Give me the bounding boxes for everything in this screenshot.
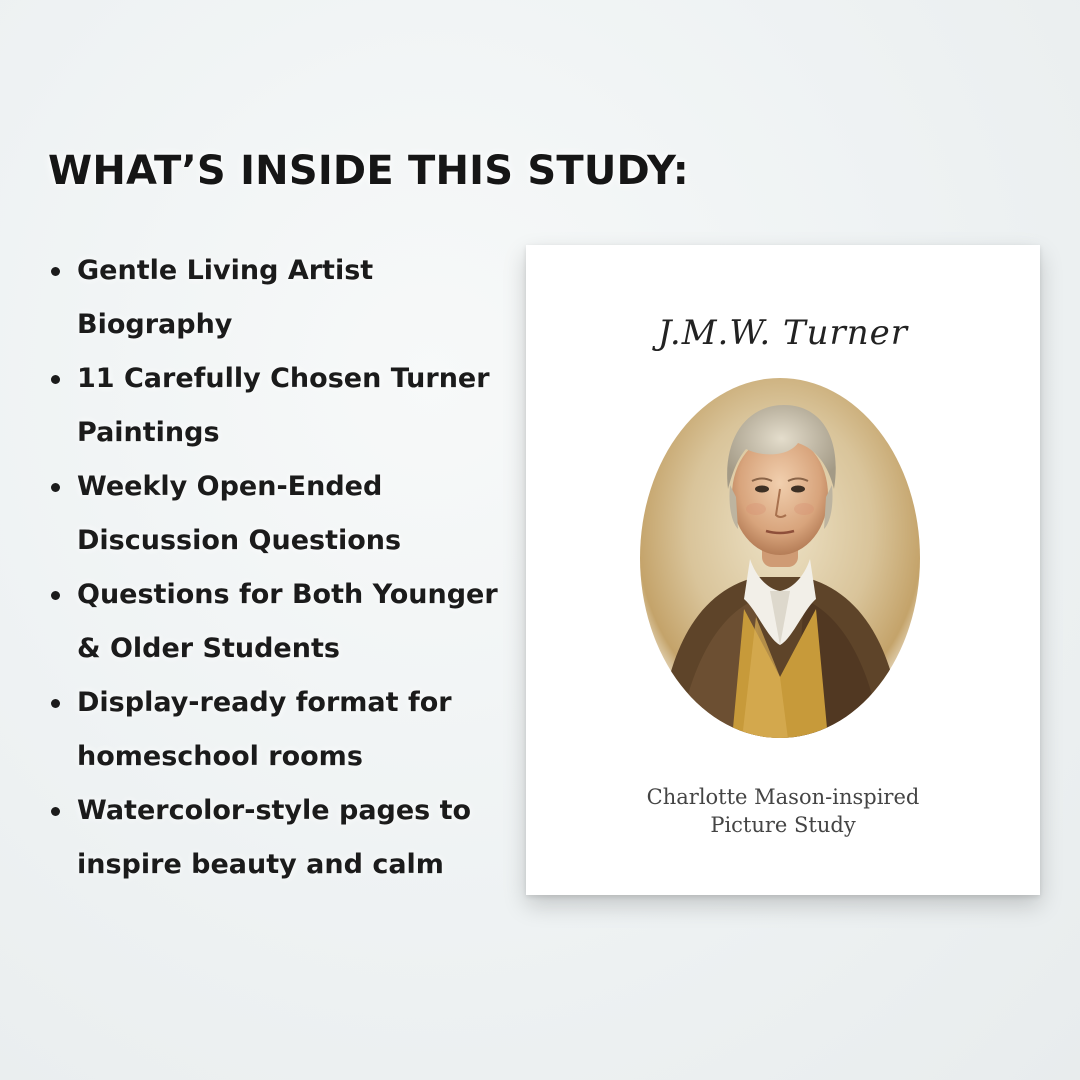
list-item [48, 784, 518, 892]
list-item [48, 352, 518, 460]
bullet-icon [51, 267, 60, 276]
bullet-icon [51, 375, 60, 384]
list-item [48, 568, 518, 676]
list-item [48, 676, 518, 784]
feature-text-line2: & Older Students [77, 633, 340, 664]
bullet-icon [51, 807, 60, 816]
feature-text-line1: Watercolor-style pages to [77, 795, 472, 826]
list-item [48, 244, 518, 352]
feature-text-line1: Questions for Both Younger [77, 579, 498, 610]
page-title: WHAT’S INSIDE THIS STUDY: [48, 148, 689, 194]
feature-text-line1: 11 Carefully Chosen Turner [77, 363, 490, 394]
feature-text-line2: Biography [77, 309, 233, 340]
feature-text-line2: Paintings [77, 417, 220, 448]
feature-text-line1: Display-ready format for [77, 687, 452, 718]
bullet-icon [51, 699, 60, 708]
feature-text-line2: homeschool rooms [77, 741, 363, 772]
bullet-icon [51, 483, 60, 492]
card-subtitle [526, 783, 1040, 839]
card-subtitle-line2: Picture Study [710, 813, 856, 837]
bullet-icon [51, 591, 60, 600]
feature-text-line2: Discussion Questions [77, 525, 402, 556]
card-title: J.M.W. Turner [657, 313, 909, 353]
feature-text-line1: Gentle Living Artist [77, 255, 374, 286]
feature-text-line2: inspire beauty and calm [77, 849, 444, 880]
study-cover-card [526, 245, 1040, 895]
feature-list [48, 244, 518, 892]
feature-text-line1: Weekly Open-Ended [77, 471, 383, 502]
portrait-image [638, 377, 922, 739]
card-subtitle-line1: Charlotte Mason-inspired [646, 785, 920, 809]
list-item [48, 460, 518, 568]
